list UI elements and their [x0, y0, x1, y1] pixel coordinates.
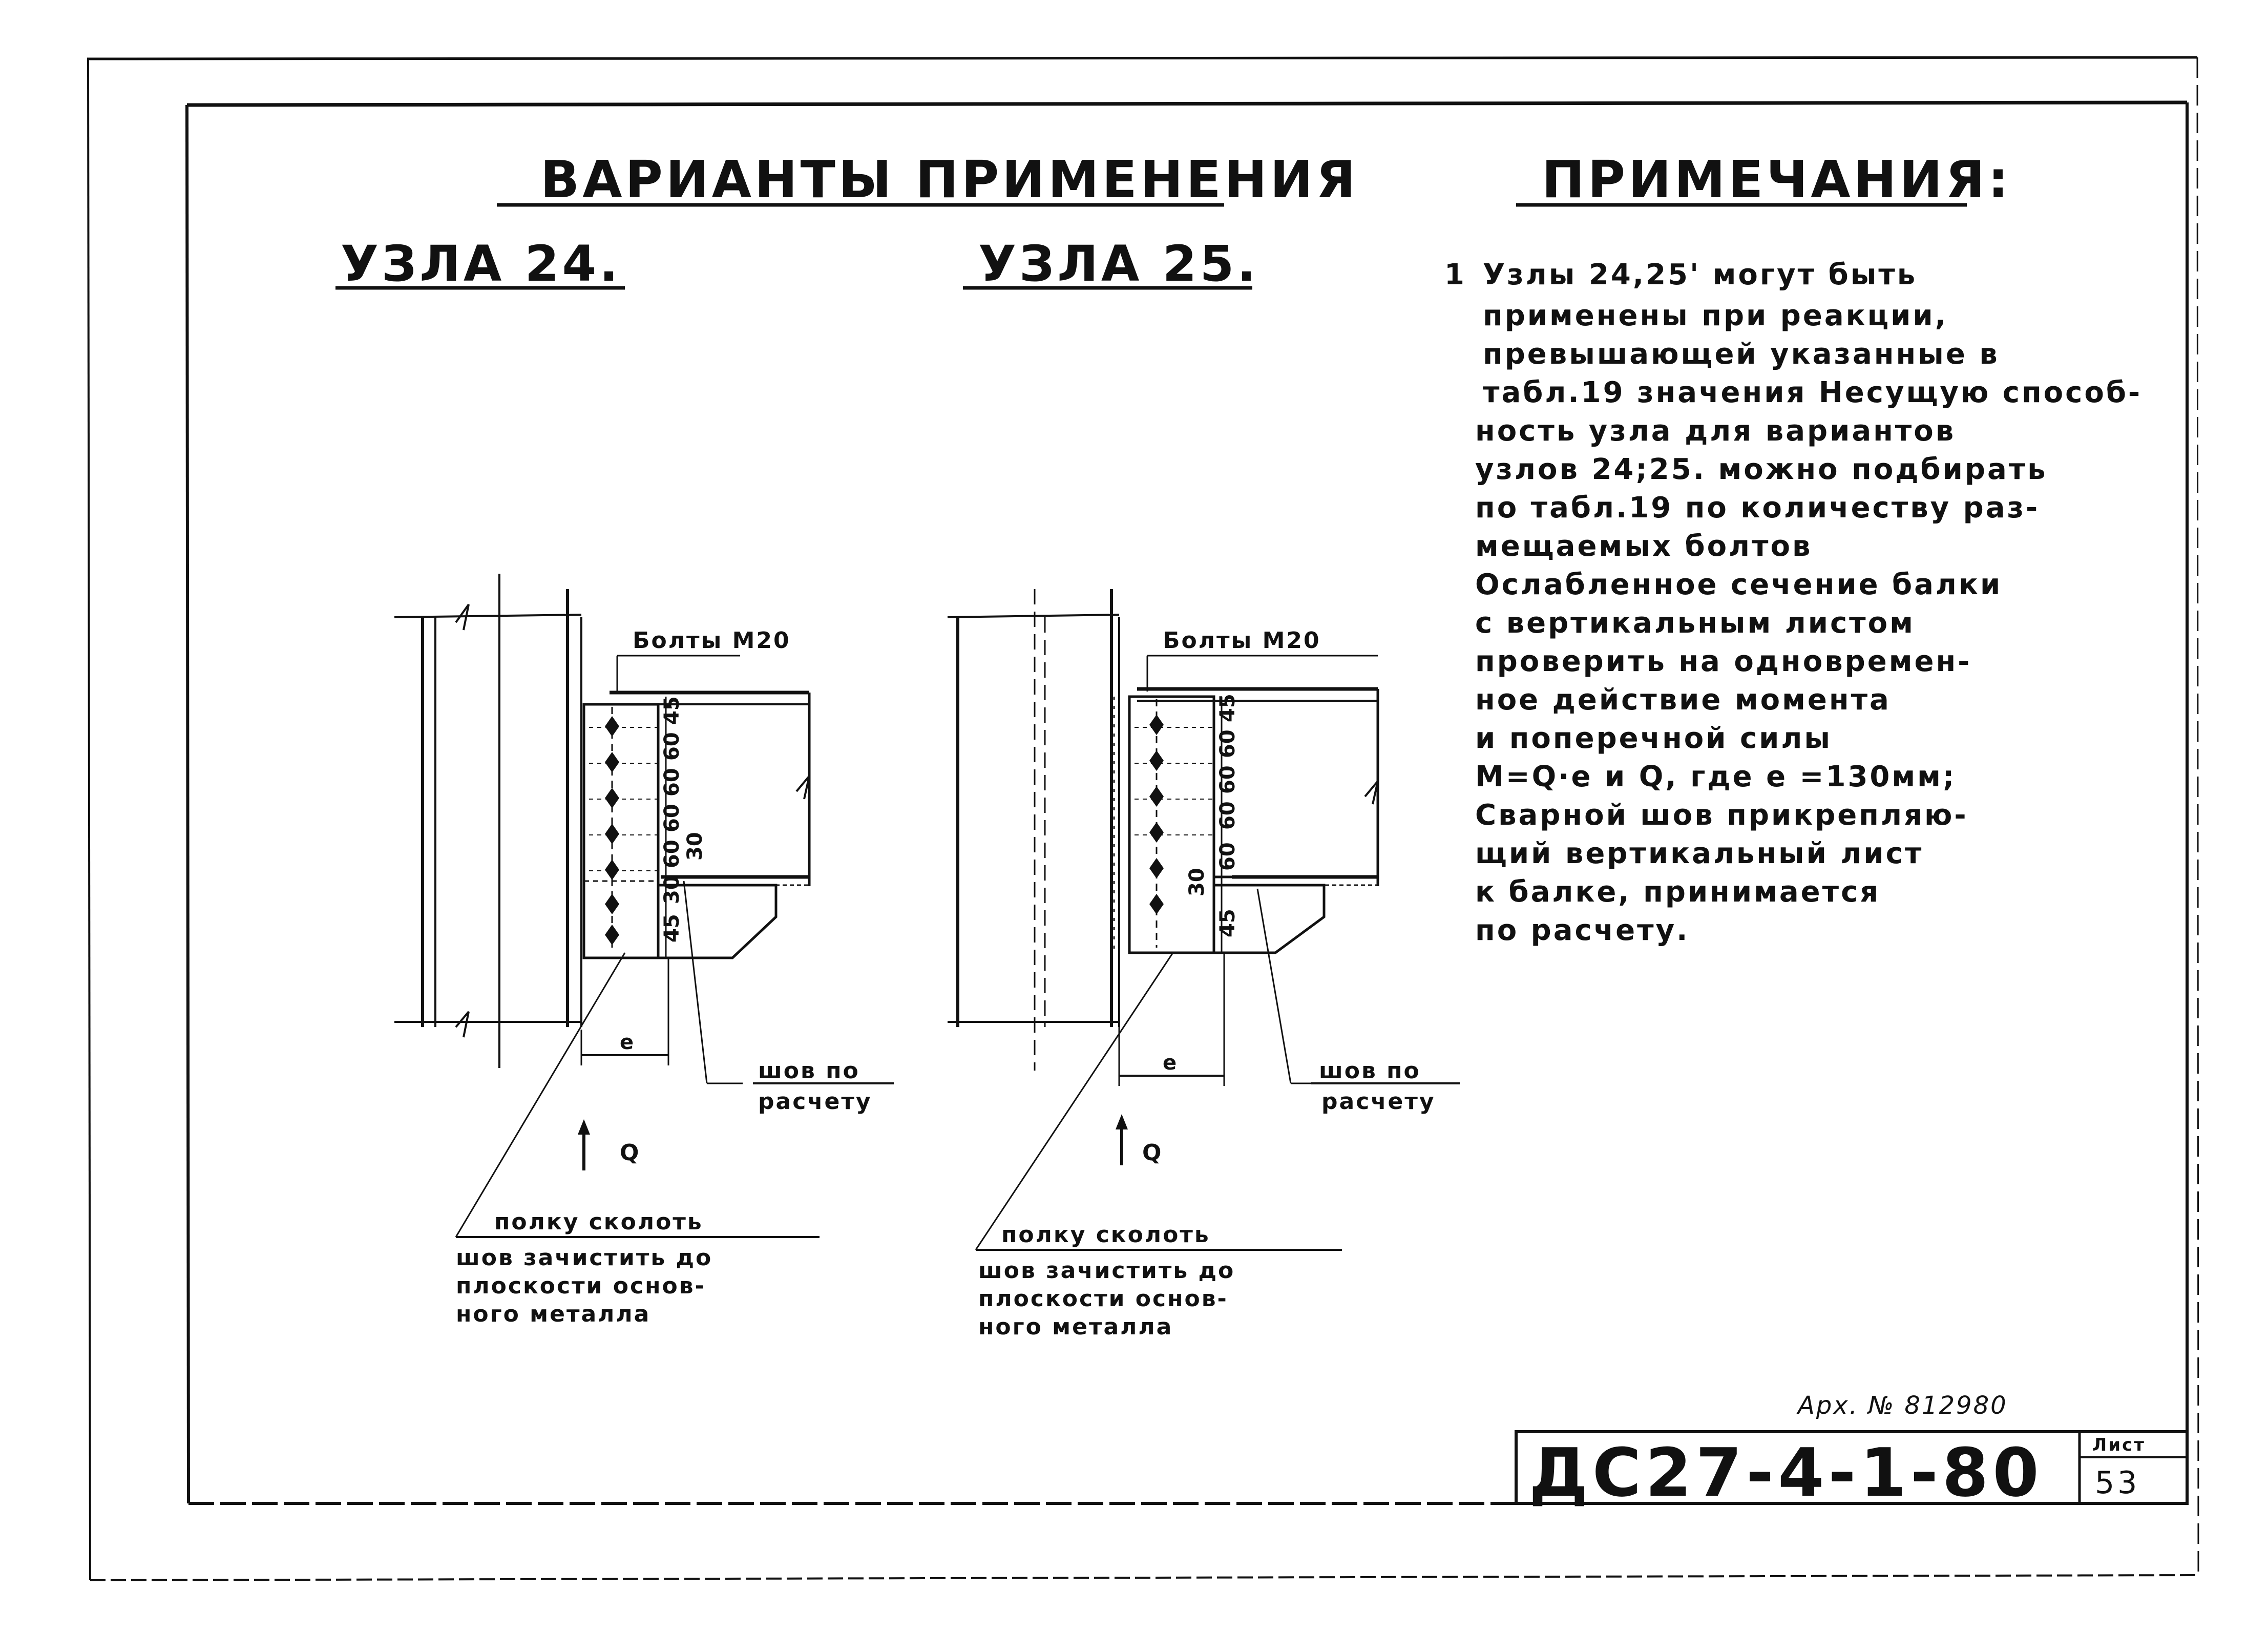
note-line: щий вертикальный лист: [1475, 837, 1924, 870]
dim-24: 60: [660, 768, 684, 797]
grind-label-25-line2: плоскости основ-: [978, 1286, 1228, 1312]
notes-block: [1444, 258, 2142, 947]
flange-label-24: полку сколоть: [494, 1209, 703, 1235]
note-line: узлов 24;25. можно подбирать: [1475, 453, 2048, 486]
note-line: к балке, принимается: [1475, 875, 1881, 909]
note-line: по табл.19 по количеству раз-: [1475, 491, 2040, 525]
bolt-24: [605, 752, 619, 772]
column-24: [394, 574, 581, 1068]
note-line: M=Q·e и Q, где e =130мм;: [1475, 760, 1957, 793]
dim-25: 60: [1216, 729, 1240, 758]
bolt-25: [1149, 786, 1164, 807]
note-line: Сварной шов прикрепляю-: [1475, 799, 1968, 832]
dim-25: 60: [1216, 801, 1240, 830]
plate-24: [584, 704, 658, 958]
dim-25: 45: [1216, 694, 1240, 722]
bolt-24: [605, 860, 619, 880]
node-25-title: УЗЛА 25.: [978, 235, 1259, 292]
bolt-row-25: [1135, 699, 1214, 948]
main-title: ВАРИАНТЫ ПРИМЕНЕНИЯ: [540, 150, 1359, 210]
note-line: Ослабленное сечение балки: [1475, 568, 2003, 601]
bolt-25: [1149, 894, 1164, 914]
node-24-title: УЗЛА 24.: [341, 235, 621, 292]
bolts-label-24: Болты М20: [633, 627, 791, 654]
note-line: превышающей указанные в: [1483, 338, 2000, 371]
note-line: проверить на одновремен-: [1475, 645, 1972, 678]
sheet-number: 53: [2095, 1465, 2140, 1501]
beam-24: [610, 693, 809, 886]
flange-label-25: полку сколоть: [1001, 1222, 1210, 1248]
force-arrow-24: [578, 1119, 640, 1170]
dim-24: 45: [660, 696, 684, 725]
document-code: ДС27-4-1-80: [1529, 1434, 2043, 1512]
detail-node-24: [394, 574, 894, 1327]
note-number: 1: [1444, 258, 1466, 291]
grind-label-24-line1: шов зачистить до: [456, 1245, 713, 1271]
dimension-chain-25: [1119, 694, 1240, 1086]
note-line: Узлы 24,25' могут быть: [1483, 258, 1918, 291]
dim-25: 30: [1185, 868, 1209, 896]
weld-label-24-line1: шов по: [758, 1058, 860, 1084]
note-line: мещаемых болтов: [1475, 530, 1813, 563]
weld-label-25-line1: шов по: [1319, 1058, 1421, 1084]
dim-24: 30: [660, 875, 684, 904]
note-line: с вертикальным листом: [1475, 606, 1915, 640]
title-block: [1516, 1391, 2187, 1512]
bolt-25: [1149, 750, 1164, 771]
note-line: по расчету.: [1475, 914, 1690, 947]
bolt-24: [605, 894, 619, 914]
bolt-row-24: [589, 707, 658, 953]
bolts-label-25: Болты М20: [1163, 627, 1321, 654]
grind-label-24-line2: плоскости основ-: [456, 1273, 706, 1299]
bolt-24: [605, 925, 619, 945]
note-line: ность узла для вариантов: [1475, 414, 1956, 448]
force-label-24: Q: [620, 1140, 641, 1166]
dim-24: 60: [660, 804, 684, 832]
dim-24: 45: [660, 914, 684, 943]
plate-25: [1129, 697, 1214, 953]
dim-24: 30: [683, 832, 707, 861]
grind-label-24-line3: ного металла: [456, 1301, 651, 1327]
dim-24: 60: [660, 732, 684, 761]
bolt-25: [1149, 715, 1164, 735]
bolt-24: [605, 788, 619, 808]
archive-number: Арх. № 812980: [1798, 1391, 2008, 1420]
note-line: и поперечной силы: [1475, 722, 1833, 755]
dim-25: 60: [1216, 842, 1240, 871]
grind-label-25-line3: ного металла: [978, 1314, 1173, 1340]
eccentricity-label-25: e: [1163, 1051, 1177, 1075]
bolt-25: [1149, 858, 1164, 878]
note-line: ное действие момента: [1475, 683, 1891, 717]
notes-title: ПРИМЕЧАНИЯ:: [1542, 150, 2012, 210]
weld-label-24-line2: расчету: [758, 1088, 872, 1115]
force-label-25: Q: [1142, 1140, 1163, 1166]
dim-25: 60: [1216, 765, 1240, 794]
dim-25: 45: [1216, 909, 1240, 937]
beam-25: [1137, 689, 1378, 886]
grind-label-25-line1: шов зачистить до: [978, 1258, 1235, 1284]
bolt-25: [1149, 822, 1164, 843]
eccentricity-label-24: e: [620, 1031, 634, 1054]
dim-24: 60: [660, 840, 684, 868]
bolt-24: [605, 824, 619, 844]
detail-node-25: [948, 589, 1460, 1340]
note-line: табл.19 значения Несущую способ-: [1483, 376, 2143, 409]
weld-label-25-line2: расчету: [1321, 1088, 1436, 1115]
bolt-24: [605, 716, 619, 737]
force-arrow-25: [1116, 1114, 1163, 1166]
column-25: [948, 589, 1119, 1071]
sheet-label: Лист: [2092, 1435, 2146, 1455]
note-line: применены при реакции,: [1483, 299, 1948, 332]
